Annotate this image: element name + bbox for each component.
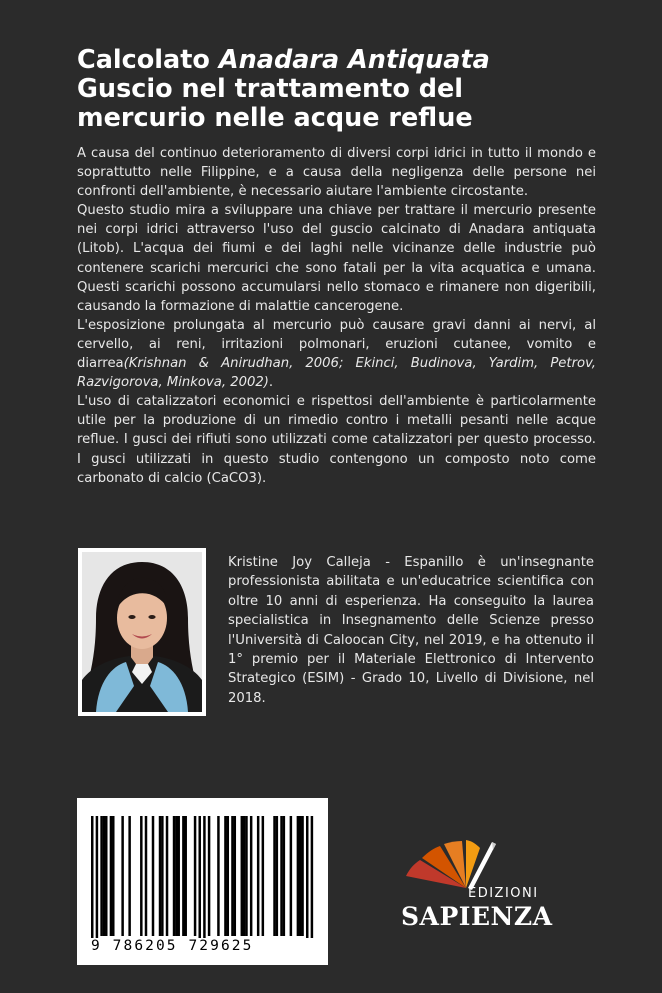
barcode-bar [208, 816, 210, 936]
book-title [77, 46, 617, 133]
barcode-bar [306, 816, 308, 938]
barcode-bar [231, 816, 233, 936]
barcode-bar [121, 816, 123, 936]
barcode-bar [198, 816, 200, 938]
barcode-bar [241, 816, 243, 936]
barcode-bar [280, 816, 282, 936]
barcode-bar [227, 816, 229, 936]
title-species: Anadara Antiquata [218, 45, 490, 75]
barcode-bar [159, 816, 161, 936]
blurb-paragraph-2: Questo studio mira a sviluppare una chiave per trattare il mercurio presente nei corpi idrici attraverso l'uso del guscio calcinato di Anadara antiquata (Litob). L'acqua dei fiumi e dei laghi nelle vicinanze delle industrie può contenere scarichi mercurici che sono fatali per la vita acquatica e umana. Questi scarichi possono accumularsi nello stomaco e rimanere non digeribili, causando la formazione di malattie cancerogene. [77, 203, 596, 314]
barcode-bar [234, 816, 236, 936]
isbn-digits: 9 786205 729625 [91, 938, 254, 954]
barcode-bar [140, 816, 142, 936]
barcode-bar [273, 816, 275, 936]
barcode-bar [175, 816, 177, 936]
barcode-bar [166, 816, 168, 936]
barcode-bar [177, 816, 179, 936]
barcode-bar [96, 816, 98, 938]
barcode-bar [257, 816, 259, 936]
barcode-bar [299, 816, 301, 936]
barcode-bar [224, 816, 226, 936]
isbn-barcode [77, 798, 328, 965]
barcode-bar [152, 816, 154, 936]
title-line3: mercurio nelle acque reflue [77, 103, 473, 133]
title-part1: Calcolato [77, 45, 219, 75]
publisher-logo [396, 838, 553, 938]
blurb [77, 144, 596, 488]
barcode-bar [250, 816, 252, 936]
barcode-bar [301, 816, 303, 936]
barcode-bar [91, 816, 93, 938]
barcode-bar [128, 816, 130, 936]
barcode-bar [112, 816, 114, 936]
barcode-bar [243, 816, 245, 936]
barcode-bar [184, 816, 186, 936]
author-portrait-image [82, 552, 202, 712]
barcode-bars [77, 798, 328, 938]
publisher-sapienza: SAPIENZA [401, 902, 553, 931]
barcode-bar [194, 816, 196, 936]
blurb-paragraph-3-text: L'esposizione prolungata al mercurio può causare gravi danni ai nervi, al cervello, ai reni, irritazioni polmonari, eruzioni cutanee, vomito e diarrea [77, 317, 596, 372]
barcode-bar [103, 816, 105, 936]
author-photo [78, 548, 206, 716]
barcode-bar [262, 816, 264, 936]
author-bio: Kristine Joy Calleja - Espanillo è un'insegnante professionista abilitata e un'educatrice scientifica con oltre 10 anni di esperienza. Ha conseguito la laurea specialistica in Insegnamento delle Scienze presso l'Università di Caloocan City, nel 2019, e ha ottenuto il 1° premio per il Materiale Elettronico di Intervento Strategico (ESIM) - Grado 10, Livello di Divisione, nel 2018. [228, 555, 594, 706]
barcode-bar [145, 816, 147, 936]
publisher-edizioni: EDIZIONI [468, 886, 539, 901]
barcode-bar [105, 816, 107, 936]
barcode-bar [276, 816, 278, 936]
citation: (Krishnan & Anirudhan, 2006; Ekinci, Budinova, Yardim, Petrov, Razvigorova, Minkova, 2002) [77, 356, 596, 391]
barcode-bar [100, 816, 102, 936]
blurb-paragraph-1: A causa del continuo deterioramento di diversi corpi idrici in tutto il mondo e soprattutto nelle Filippine, e a causa della negligenza delle persone nei confronti dell'ambiente, è necessario aiutare l'ambiente circostante. [77, 146, 596, 200]
title-line2: Guscio nel trattamento del [77, 74, 464, 104]
blurb-paragraph-3-end: . [268, 375, 274, 391]
barcode-bar [290, 816, 292, 936]
barcode-bar [297, 816, 299, 936]
barcode-bar [217, 816, 219, 936]
blurb-paragraph-3 [77, 316, 596, 392]
barcode-bar [173, 816, 175, 936]
barcode-bar [203, 816, 205, 938]
barcode-bar [161, 816, 163, 936]
blurb-paragraph-4: L'uso di catalizzatori economici e rispettosi dell'ambiente è particolarmente utile per la produzione di un rimedio contro i metalli pesanti nelle acque reflue. I gusci dei rifiuti sono utilizzati come catalizzatori per questo processo. I gusci utilizzati in questo studio contengono un composto noto come carbonato di calcio (CaCO3). [77, 394, 596, 486]
barcode-bar [245, 816, 247, 936]
barcode-bar [182, 816, 184, 936]
barcode-bar [311, 816, 313, 938]
barcode-bar [283, 816, 285, 936]
barcode-bar [110, 816, 112, 936]
